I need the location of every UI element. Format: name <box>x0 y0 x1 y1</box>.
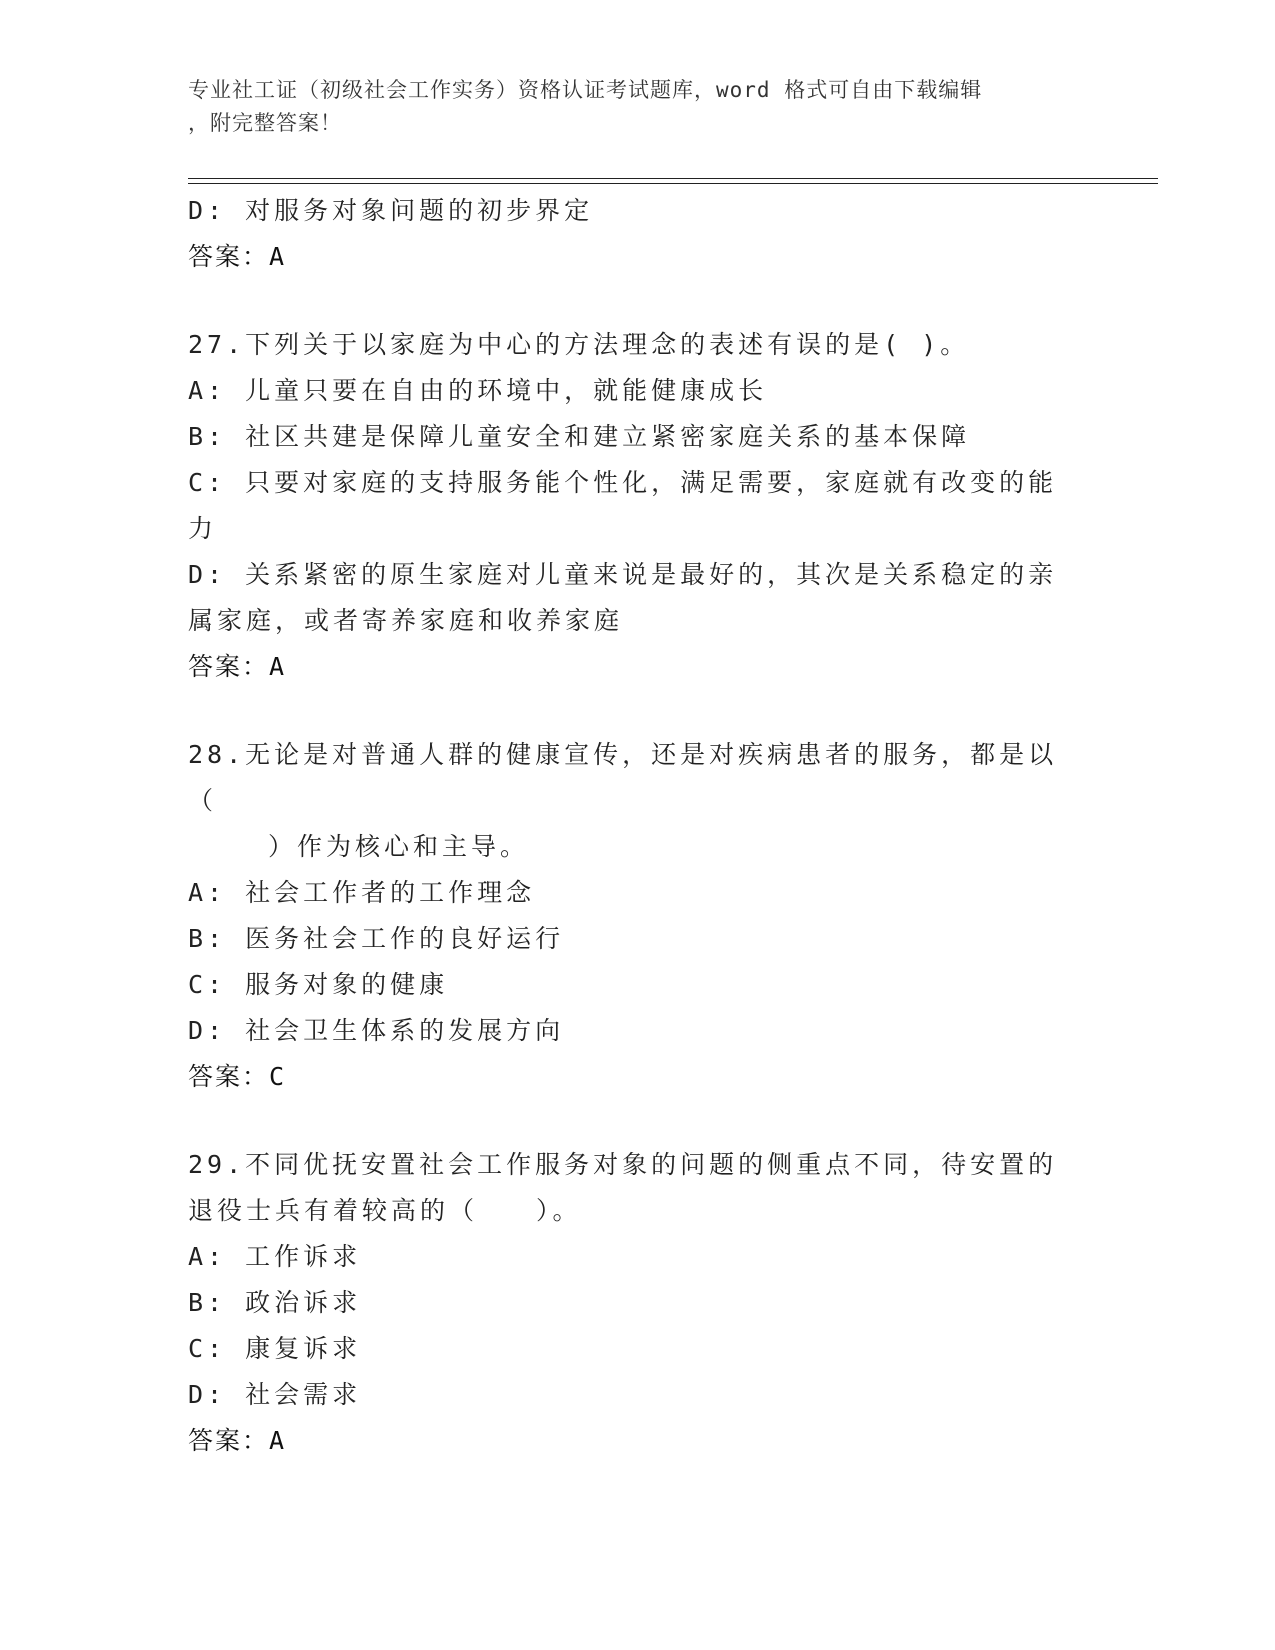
question-stem-continued: ）作为核心和主导。 <box>268 832 530 861</box>
question-stem: 29.不同优抚安置社会工作服务对象的问题的侧重点不同，待安置的退役士兵有着较高的（ ）。 <box>188 1150 1058 1225</box>
option-b: B: 政治诉求 <box>188 1288 362 1317</box>
option-d: D: 对服务对象问题的初步界定 <box>188 196 594 225</box>
answer-line: 答案：A <box>188 242 287 271</box>
option-c: C: 服务对象的健康 <box>188 970 449 999</box>
option-b: B: 医务社会工作的良好运行 <box>188 924 565 953</box>
question-stem: 28.无论是对普通人群的健康宣传，还是对疾病患者的服务，都是以（ <box>188 740 1058 815</box>
option-d: D: 关系紧密的原生家庭对儿童来说是最好的，其次是关系稳定的亲属家庭，或者寄养家庭和收养家庭 <box>188 560 1058 635</box>
option-a: A: 社会工作者的工作理念 <box>188 878 536 907</box>
answer-line: 答案：A <box>188 1426 287 1455</box>
answer-line: 答案：A <box>188 652 287 681</box>
option-c: C: 康复诉求 <box>188 1334 362 1363</box>
document-header <box>188 74 1068 140</box>
option-a: A: 儿童只要在自由的环境中，就能健康成长 <box>188 376 768 405</box>
option-a: A: 工作诉求 <box>188 1242 362 1271</box>
header-title-line-1: 专业社工证（初级社会工作实务）资格认证考试题库，word 格式可自由下载编辑 <box>188 78 983 102</box>
answer-line: 答案：C <box>188 1062 287 1091</box>
option-c: C: 只要对家庭的支持服务能个性化，满足需要，家庭就有改变的能力 <box>188 468 1058 543</box>
option-d: D: 社会需求 <box>188 1380 362 1409</box>
option-b: B: 社区共建是保障儿童安全和建立紧密家庭关系的基本保障 <box>188 422 971 451</box>
previous-question-tail <box>188 188 1078 280</box>
question-27 <box>188 322 1078 690</box>
question-28 <box>188 732 1078 1100</box>
header-divider-bottom <box>188 183 1158 184</box>
option-d: D: 社会卫生体系的发展方向 <box>188 1016 565 1045</box>
question-29 <box>188 1142 1078 1464</box>
question-stem: 27.下列关于以家庭为中心的方法理念的表述有误的是( )。 <box>188 330 970 359</box>
question-list <box>188 188 1078 1464</box>
header-title-line-2: ，附完整答案！ <box>188 111 342 135</box>
header-divider-top <box>188 178 1158 179</box>
